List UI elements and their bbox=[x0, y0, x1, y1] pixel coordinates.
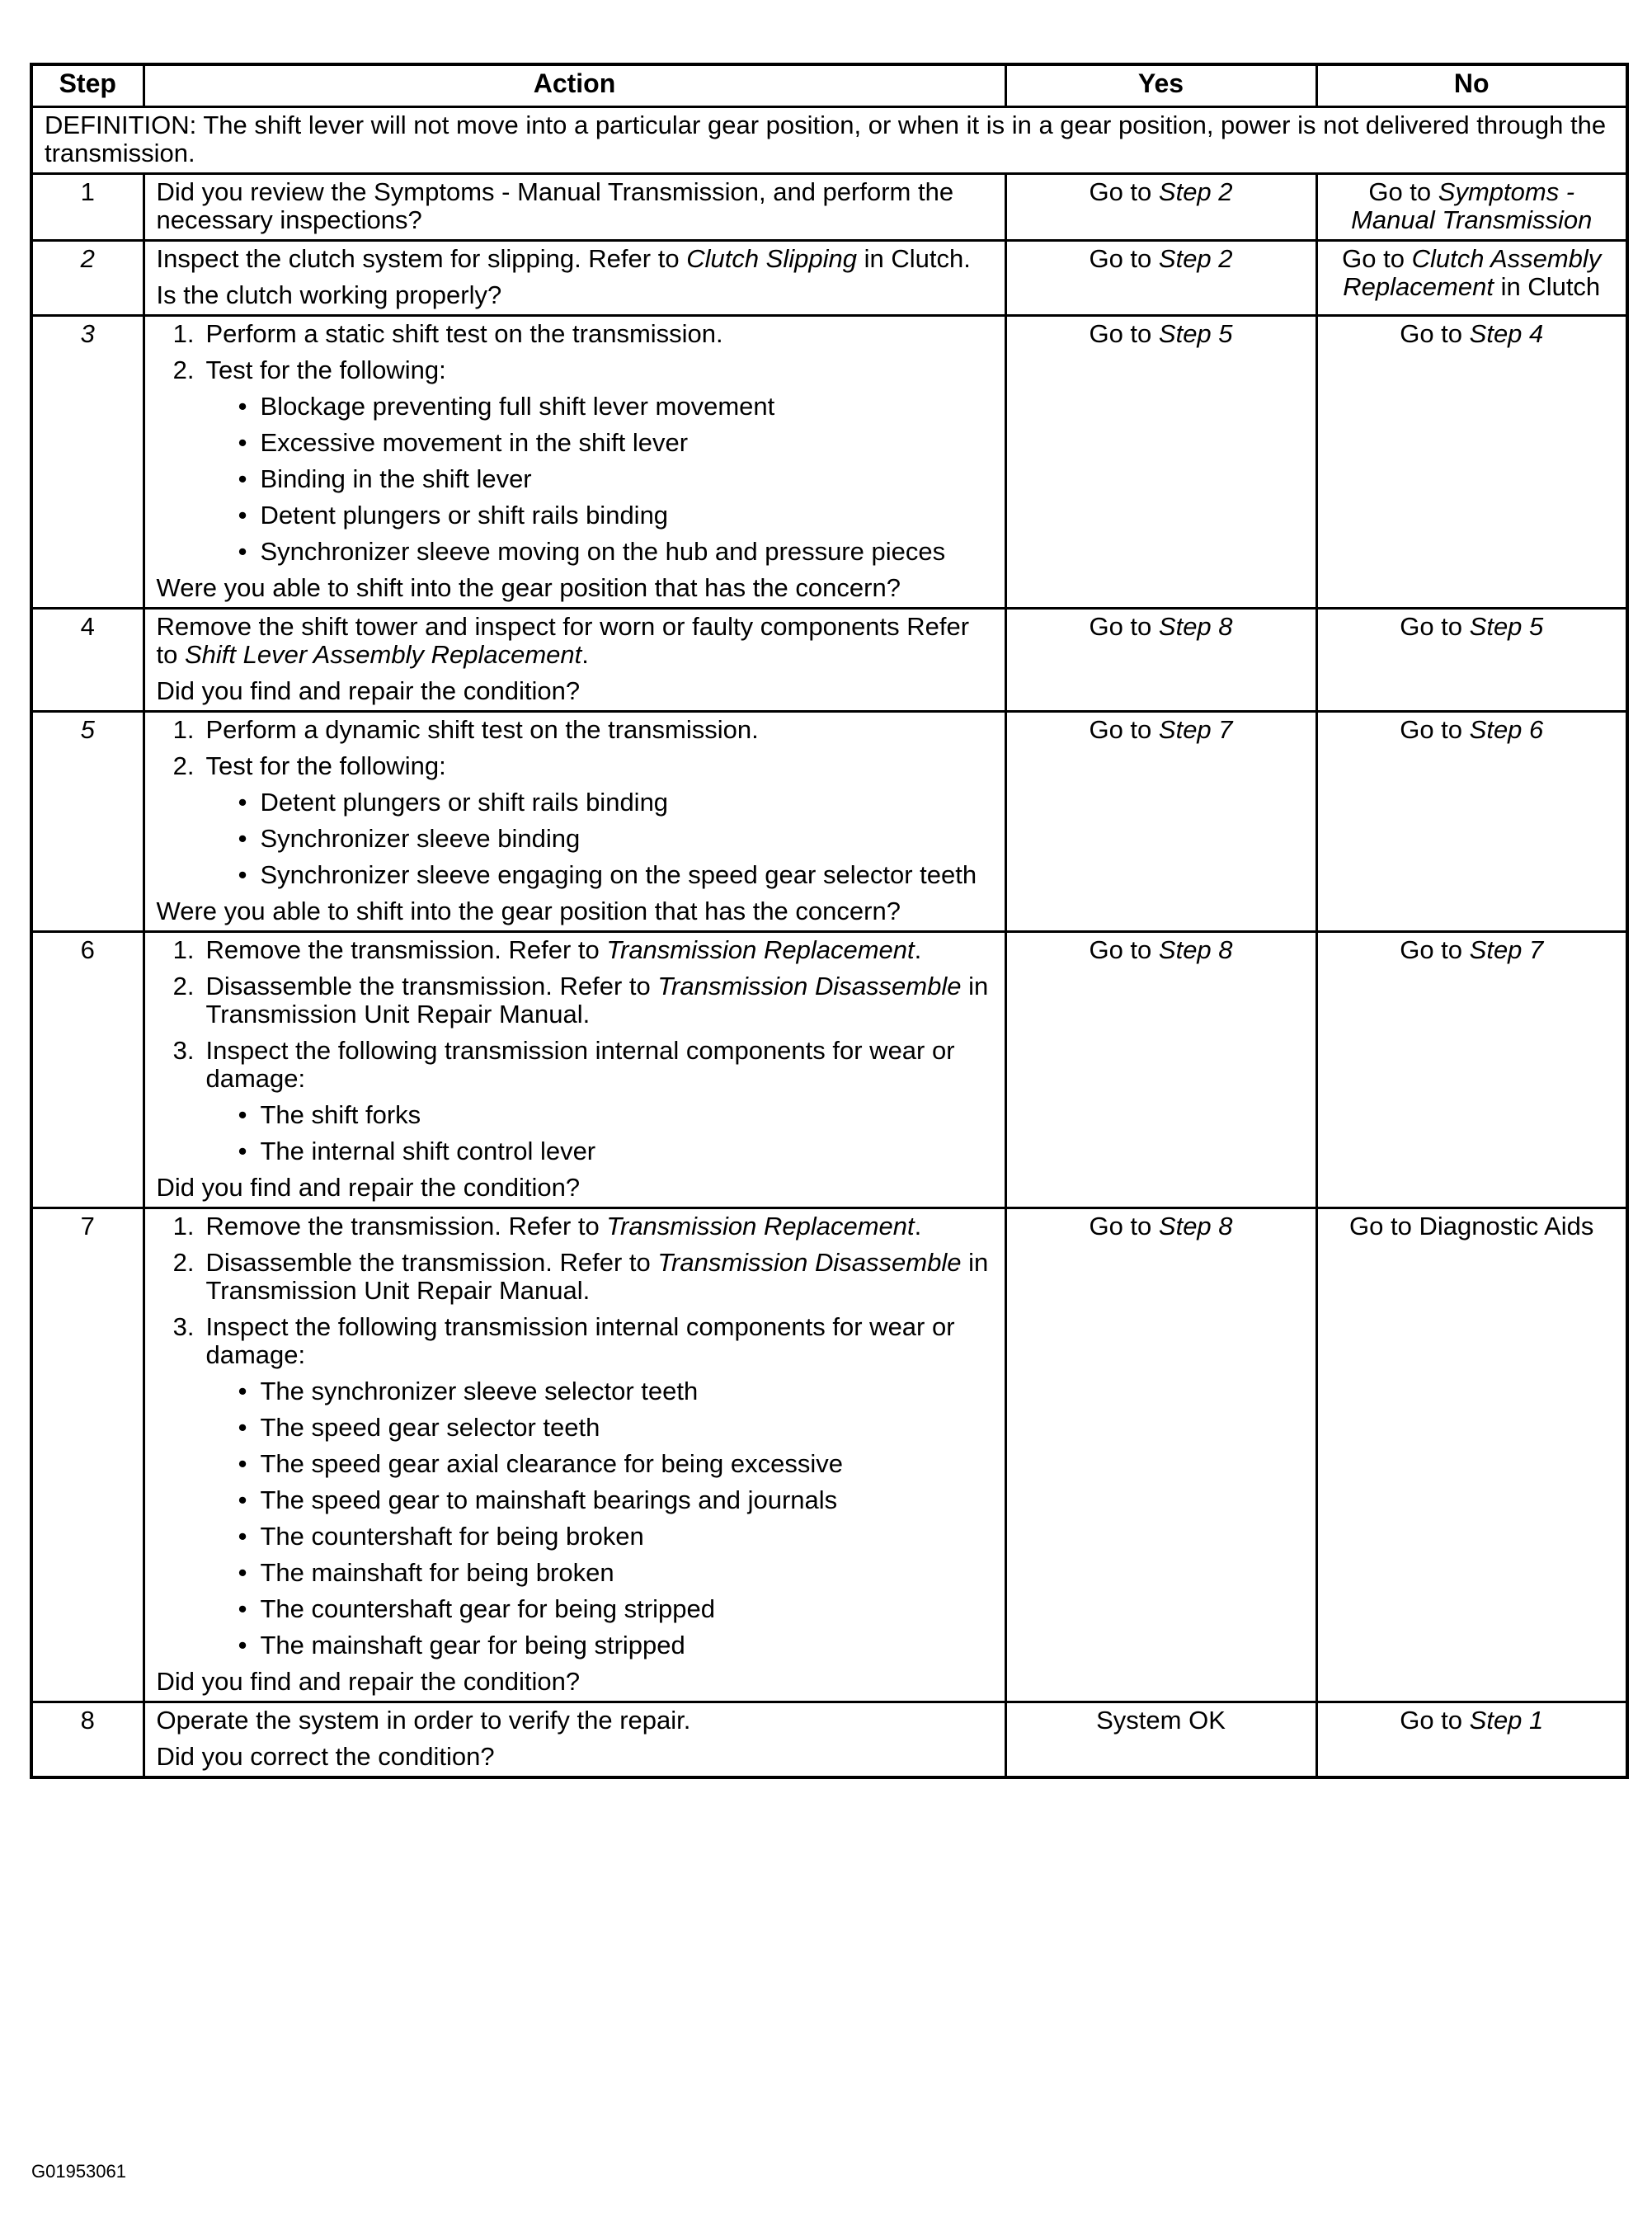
item-text bbox=[261, 1101, 993, 1129]
numbered-item bbox=[157, 752, 993, 780]
numbered-item bbox=[157, 320, 993, 348]
reference-text: Transmission Disassemble bbox=[657, 1248, 962, 1277]
text-span: Remove the shift tower and inspect for worn or faulty components Refer to bbox=[156, 612, 970, 669]
reference-text: Step 2 bbox=[1158, 244, 1233, 273]
no-result bbox=[1316, 712, 1627, 932]
text-span: Did you find and repair the condition? bbox=[156, 1173, 581, 1202]
text-span: Detent plungers or shift rails binding bbox=[260, 501, 669, 530]
figure-id: G01953061 bbox=[31, 2161, 126, 2182]
item-number: 1. bbox=[172, 319, 195, 348]
text-span: Go to bbox=[1089, 1212, 1159, 1240]
item-number: 3. bbox=[172, 1036, 195, 1065]
reference-text: Transmission Disassemble bbox=[657, 972, 962, 1000]
step-number: 8 bbox=[31, 1702, 144, 1778]
text-span: Synchronizer sleeve binding bbox=[260, 824, 581, 853]
bullet-icon: • bbox=[238, 1558, 247, 1587]
bullet-item bbox=[157, 501, 993, 530]
bullet-icon: • bbox=[238, 537, 247, 566]
reference-text: Clutch Assembly Replacement bbox=[1343, 244, 1602, 301]
text-span: Go to bbox=[1400, 319, 1470, 348]
item-text bbox=[261, 393, 993, 421]
text-span: Perform a static shift test on the transmission. bbox=[205, 319, 723, 348]
bullet-item bbox=[157, 1450, 993, 1478]
reference-text: Symptoms - Manual Transmission bbox=[1351, 177, 1593, 234]
text-span: . bbox=[914, 935, 922, 964]
table-row bbox=[31, 241, 1627, 316]
reference-text: Step 8 bbox=[1158, 612, 1233, 641]
item-text bbox=[261, 429, 993, 457]
bullet-icon: • bbox=[238, 1485, 247, 1514]
reference-text: Step 7 bbox=[1469, 935, 1544, 964]
yes-result bbox=[1005, 932, 1316, 1208]
table-row bbox=[31, 712, 1627, 932]
item-text bbox=[206, 1249, 993, 1305]
step-number: 5 bbox=[31, 712, 144, 932]
text-span: in Clutch. bbox=[856, 244, 971, 273]
text-span: Blockage preventing full shift lever movement bbox=[260, 392, 775, 421]
reference-text: Step 8 bbox=[1158, 1212, 1233, 1240]
bullet-icon: • bbox=[238, 428, 247, 457]
item-text bbox=[206, 1212, 993, 1240]
bullet-item bbox=[157, 1137, 993, 1165]
item-text bbox=[261, 1450, 993, 1478]
action-paragraph bbox=[157, 1743, 993, 1771]
table-row bbox=[31, 1702, 1627, 1778]
bullet-item bbox=[157, 1595, 993, 1623]
action-cell bbox=[144, 712, 1005, 932]
item-text bbox=[206, 1313, 993, 1369]
action-cell bbox=[144, 609, 1005, 712]
diagnostic-table bbox=[30, 63, 1629, 1779]
item-text bbox=[261, 825, 993, 853]
bullet-icon: • bbox=[238, 392, 247, 421]
text-span: Did you find and repair the condition? bbox=[156, 676, 581, 705]
definition-row bbox=[31, 107, 1627, 174]
action-cell bbox=[144, 1208, 1005, 1702]
text-span: Excessive movement in the shift lever bbox=[260, 428, 689, 457]
no-result bbox=[1316, 1702, 1627, 1778]
text-span: Go to bbox=[1400, 715, 1470, 744]
item-text bbox=[261, 465, 993, 493]
text-span: Go to bbox=[1400, 935, 1470, 964]
step-number: 3 bbox=[31, 316, 144, 609]
reference-text: Shift Lever Assembly Replacement bbox=[184, 640, 582, 669]
item-number: 2. bbox=[172, 1248, 195, 1277]
no-result bbox=[1316, 609, 1627, 712]
item-text bbox=[261, 1137, 993, 1165]
action-cell bbox=[144, 174, 1005, 241]
text-span: Were you able to shift into the gear position that has the concern? bbox=[156, 573, 901, 602]
bullet-item bbox=[157, 393, 993, 421]
bullet-icon: • bbox=[238, 788, 247, 817]
step-number: 4 bbox=[31, 609, 144, 712]
step-number: 2 bbox=[31, 241, 144, 316]
bullet-item bbox=[157, 1414, 993, 1442]
text-span: Remove the transmission. Refer to bbox=[205, 935, 607, 964]
text-span: The mainshaft gear for being stripped bbox=[260, 1631, 685, 1659]
item-text bbox=[261, 1631, 993, 1659]
text-span: in Clutch bbox=[1493, 272, 1601, 301]
header-no: No bbox=[1316, 64, 1627, 107]
action-paragraph bbox=[157, 613, 993, 669]
text-span: Disassemble the transmission. Refer to bbox=[205, 972, 658, 1000]
action-cell bbox=[144, 241, 1005, 316]
bullet-item bbox=[157, 465, 993, 493]
bullet-icon: • bbox=[238, 1522, 247, 1551]
text-span: Go to bbox=[1368, 177, 1438, 206]
no-result bbox=[1316, 316, 1627, 609]
text-span: Go to bbox=[1089, 319, 1159, 348]
text-span: Go to bbox=[1400, 1706, 1470, 1735]
item-text bbox=[261, 1414, 993, 1442]
reference-text: Step 4 bbox=[1469, 319, 1544, 348]
table-row bbox=[31, 609, 1627, 712]
item-text bbox=[206, 320, 993, 348]
yes-result bbox=[1005, 609, 1316, 712]
item-text bbox=[261, 1377, 993, 1405]
text-span: Go to bbox=[1089, 935, 1159, 964]
numbered-item bbox=[157, 356, 993, 384]
action-paragraph bbox=[157, 677, 993, 705]
bullet-icon: • bbox=[238, 1449, 247, 1478]
bullet-item bbox=[157, 1631, 993, 1659]
item-number: 1. bbox=[172, 935, 195, 964]
reference-text: Clutch Slipping bbox=[686, 244, 857, 273]
reference-text: Step 8 bbox=[1158, 935, 1233, 964]
text-span: Go to bbox=[1089, 715, 1159, 744]
item-text bbox=[261, 789, 993, 817]
reference-text: Step 5 bbox=[1469, 612, 1544, 641]
text-span: Is the clutch working properly? bbox=[156, 280, 502, 309]
item-text bbox=[206, 356, 993, 384]
item-number: 3. bbox=[172, 1312, 195, 1341]
item-text bbox=[261, 1486, 993, 1514]
text-span: Go to bbox=[1089, 177, 1159, 206]
action-paragraph bbox=[157, 245, 993, 273]
table-row bbox=[31, 174, 1627, 241]
item-text bbox=[206, 1037, 993, 1093]
item-text bbox=[206, 716, 993, 744]
bullet-icon: • bbox=[238, 1413, 247, 1442]
reference-text: Transmission Replacement bbox=[606, 935, 915, 964]
action-paragraph bbox=[157, 1174, 993, 1202]
text-span: Operate the system in order to verify the repair. bbox=[156, 1706, 691, 1735]
yes-result bbox=[1005, 241, 1316, 316]
text-span: The speed gear to mainshaft bearings and journals bbox=[260, 1485, 838, 1514]
text-span: Go to bbox=[1400, 612, 1470, 641]
numbered-item bbox=[157, 972, 993, 1029]
action-paragraph bbox=[157, 1707, 993, 1735]
text-span: System OK bbox=[1096, 1706, 1226, 1735]
bullet-item bbox=[157, 538, 993, 566]
bullet-item bbox=[157, 789, 993, 817]
no-result bbox=[1316, 174, 1627, 241]
action-cell bbox=[144, 316, 1005, 609]
yes-result bbox=[1005, 1208, 1316, 1702]
text-span: Binding in the shift lever bbox=[260, 464, 532, 493]
bullet-item bbox=[157, 1486, 993, 1514]
bullet-icon: • bbox=[238, 1377, 247, 1405]
item-text bbox=[206, 972, 993, 1029]
item-text bbox=[206, 752, 993, 780]
item-number: 1. bbox=[172, 715, 195, 744]
reference-text: Step 7 bbox=[1158, 715, 1233, 744]
item-text bbox=[261, 861, 993, 889]
item-number: 2. bbox=[172, 972, 195, 1000]
step-number: 6 bbox=[31, 932, 144, 1208]
bullet-icon: • bbox=[238, 824, 247, 853]
item-text bbox=[261, 1559, 993, 1587]
header-yes: Yes bbox=[1005, 64, 1316, 107]
item-number: 1. bbox=[172, 1212, 195, 1240]
text-span: Disassemble the transmission. Refer to bbox=[205, 1248, 658, 1277]
bullet-icon: • bbox=[238, 1100, 247, 1129]
bullet-item bbox=[157, 1101, 993, 1129]
diagnostic-document bbox=[30, 63, 1626, 1779]
no-result bbox=[1316, 932, 1627, 1208]
numbered-item bbox=[157, 1037, 993, 1093]
step-number: 7 bbox=[31, 1208, 144, 1702]
bullet-item bbox=[157, 1523, 993, 1551]
item-number: 2. bbox=[172, 355, 195, 384]
action-cell bbox=[144, 1702, 1005, 1778]
bullet-item bbox=[157, 429, 993, 457]
no-result bbox=[1316, 1208, 1627, 1702]
header-action: Action bbox=[144, 64, 1005, 107]
bullet-item bbox=[157, 825, 993, 853]
text-span: The synchronizer sleeve selector teeth bbox=[260, 1377, 699, 1405]
text-span: Synchronizer sleeve engaging on the speed gear selector teeth bbox=[260, 860, 977, 889]
yes-result bbox=[1005, 174, 1316, 241]
numbered-item bbox=[157, 716, 993, 744]
text-span: The countershaft for being broken bbox=[260, 1522, 644, 1551]
text-span: Did you correct the condition? bbox=[156, 1742, 495, 1771]
text-span: Synchronizer sleeve moving on the hub and pressure pieces bbox=[260, 537, 946, 566]
text-span: Inspect the following transmission internal components for wear or damage: bbox=[205, 1036, 955, 1093]
text-span: Did you review the Symptoms - Manual Transmission, and perform the necessary inspections? bbox=[156, 177, 954, 234]
bullet-icon: • bbox=[238, 1137, 247, 1165]
reference-text: Step 6 bbox=[1469, 715, 1544, 744]
reference-text: Step 1 bbox=[1469, 1706, 1544, 1735]
text-span: . bbox=[914, 1212, 922, 1240]
text-span: Inspect the clutch system for slipping. Refer to bbox=[156, 244, 687, 273]
item-text bbox=[261, 1595, 993, 1623]
table-row bbox=[31, 932, 1627, 1208]
bullet-item bbox=[157, 861, 993, 889]
text-span: Test for the following: bbox=[205, 355, 446, 384]
action-cell bbox=[144, 932, 1005, 1208]
no-result bbox=[1316, 241, 1627, 316]
item-text bbox=[261, 538, 993, 566]
action-paragraph bbox=[157, 574, 993, 602]
bullet-icon: • bbox=[238, 501, 247, 530]
bullet-icon: • bbox=[238, 1594, 247, 1623]
bullet-item bbox=[157, 1377, 993, 1405]
item-text bbox=[261, 501, 993, 530]
text-span: The internal shift control lever bbox=[260, 1137, 596, 1165]
definition-text: DEFINITION: The shift lever will not move into a particular gear position, or when it is in a gear position, power is not delivered through the transmission. bbox=[31, 107, 1627, 174]
text-span: The mainshaft for being broken bbox=[260, 1558, 614, 1587]
action-paragraph bbox=[157, 897, 993, 925]
numbered-item bbox=[157, 1313, 993, 1369]
header-row bbox=[31, 64, 1627, 107]
text-span: in Transmission Unit Repair Manual. bbox=[205, 972, 989, 1029]
reference-text: Transmission Replacement bbox=[606, 1212, 915, 1240]
text-span: Detent plungers or shift rails binding bbox=[260, 788, 669, 817]
text-span: Inspect the following transmission internal components for wear or damage: bbox=[205, 1312, 955, 1369]
text-span: in Transmission Unit Repair Manual. bbox=[205, 1248, 989, 1305]
text-span: Perform a dynamic shift test on the transmission. bbox=[205, 715, 759, 744]
text-span: Go to bbox=[1342, 244, 1412, 273]
bullet-icon: • bbox=[238, 1631, 247, 1659]
text-span: . bbox=[581, 640, 589, 669]
table-row bbox=[31, 1208, 1627, 1702]
numbered-item bbox=[157, 936, 993, 964]
step-number: 1 bbox=[31, 174, 144, 241]
yes-result bbox=[1005, 316, 1316, 609]
bullet-item bbox=[157, 1559, 993, 1587]
numbered-item bbox=[157, 1212, 993, 1240]
yes-result bbox=[1005, 712, 1316, 932]
text-span: Test for the following: bbox=[205, 751, 446, 780]
text-span: Did you find and repair the condition? bbox=[156, 1667, 581, 1696]
item-text bbox=[261, 1523, 993, 1551]
item-text bbox=[206, 936, 993, 964]
action-paragraph bbox=[157, 1668, 993, 1696]
table-row bbox=[31, 316, 1627, 609]
action-paragraph bbox=[157, 178, 993, 234]
text-span: Were you able to shift into the gear position that has the concern? bbox=[156, 897, 901, 925]
item-number: 2. bbox=[172, 751, 195, 780]
text-span: The countershaft gear for being stripped bbox=[260, 1594, 715, 1623]
text-span: Go to Diagnostic Aids bbox=[1349, 1212, 1594, 1240]
bullet-icon: • bbox=[238, 464, 247, 493]
text-span: The speed gear axial clearance for being excessive bbox=[260, 1449, 844, 1478]
numbered-item bbox=[157, 1249, 993, 1305]
text-span: Remove the transmission. Refer to bbox=[205, 1212, 607, 1240]
text-span: The shift forks bbox=[260, 1100, 421, 1129]
yes-result bbox=[1005, 1702, 1316, 1778]
bullet-icon: • bbox=[238, 860, 247, 889]
text-span: Go to bbox=[1089, 244, 1159, 273]
header-step: Step bbox=[31, 64, 144, 107]
reference-text: Step 2 bbox=[1158, 177, 1233, 206]
text-span: The speed gear selector teeth bbox=[260, 1413, 600, 1442]
reference-text: Step 5 bbox=[1158, 319, 1233, 348]
action-paragraph bbox=[157, 281, 993, 309]
text-span: Go to bbox=[1089, 612, 1159, 641]
